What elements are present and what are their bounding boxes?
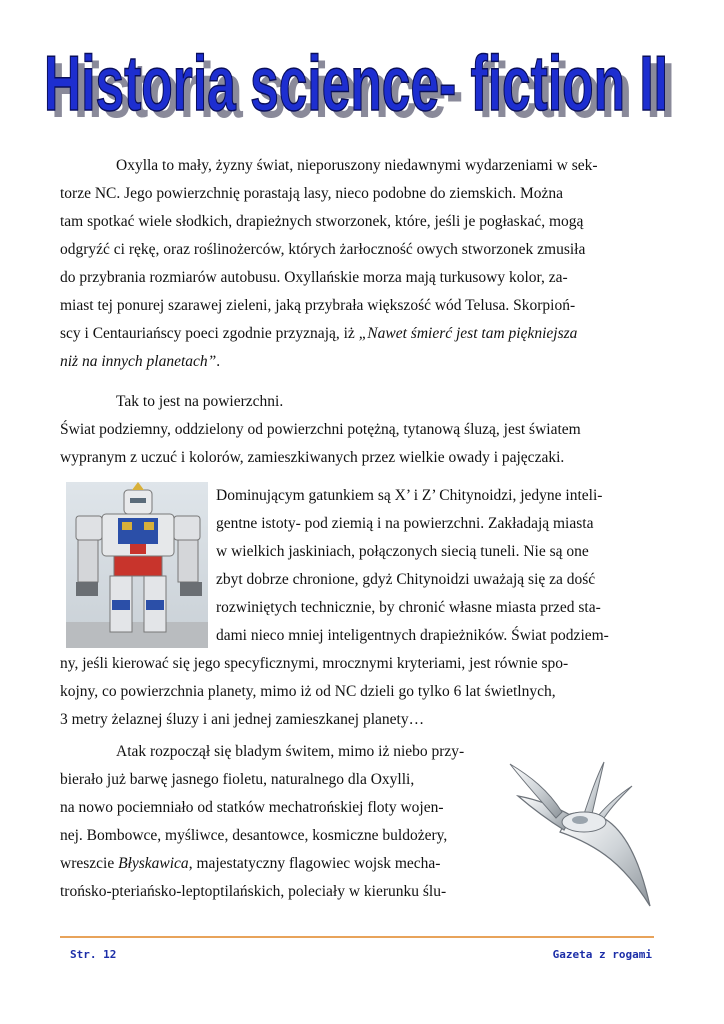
spaceship-icon	[500, 756, 662, 910]
quote-italic: „Nawet śmierć jest tam piękniejsza	[358, 325, 578, 342]
ship-image	[500, 756, 662, 910]
page-number: Str. 12	[70, 948, 117, 961]
text-line: w wielkich jaskiniach, połączonych siecią tuneli. Nie są one	[216, 543, 589, 560]
page-title	[36, 34, 676, 126]
title-text: Historia science- fiction II	[44, 39, 668, 126]
text-line: torze NC. Jego powierzchnię porastają lasy, nieco podobne do ziemskich. Można	[60, 185, 564, 202]
text-segment: wreszcie	[60, 855, 119, 872]
text-line: 3 metry żelaznej śluzy i ani jednej zamieszkanej planety…	[60, 711, 425, 728]
text-line: tam spotkać wiele słodkich, drapieżnych stworzonek, które, jeśli je pogłaskać, mogą	[60, 213, 584, 230]
text-line: Oxylla to mały, żyzny świat, nieporuszony niedawnymi wydarzeniami w sek-	[116, 157, 598, 174]
text-line: kojny, co powierzchnia planety, mimo iż od NC dzieli go tylko 6 lat świetlnych,	[60, 683, 556, 700]
text-line: ny, jeśli kierować się jego specyficznymi, mrocznymi kryteriami, jest równie spo-	[60, 655, 569, 672]
text-segment: scy i Centauriańscy poeci zgodnie przyznają, iż	[60, 325, 359, 342]
text-line: wypranym z uczuć i kolorów, zamieszkiwanych przez wielkie owady i pajęczaki.	[60, 449, 565, 466]
text-segment: , majestatyczny flagowiec wojsk mecha-	[188, 855, 441, 872]
footer-rule	[60, 936, 654, 938]
text-line: dami nieco mniej inteligentnych drapieżników. Świat podziem-	[216, 627, 609, 644]
ship-name-italic: Błyskawica	[118, 855, 189, 872]
robot-image	[66, 482, 208, 648]
text-line: gentne istoty- pod ziemią i na powierzchni. Zakładają miasta	[216, 515, 594, 532]
text-line: Dominującym gatunkiem są X’ i Z’ Chitynoidzi, jedyne inteli-	[216, 487, 603, 504]
text-line: zbyt dobrze chronione, gdyż Chitynoidzi uważają się za dość	[216, 571, 596, 588]
title-wordart	[36, 34, 676, 126]
text-line: na nowo pociemniało od statków mechatrońskiej floty wojen-	[60, 799, 444, 816]
text-line	[60, 850, 440, 878]
text-line: Świat podziemny, oddzielony od powierzchni potężną, tytanową śluzą, jest światem	[60, 421, 581, 438]
text-line: Atak rozpoczął się bladym świtem, mimo iż niebo przy-	[116, 743, 465, 760]
text-line: do przybrania rozmiarów autobusu. Oxyllańskie morza mają turkusowy kolor, za-	[60, 269, 568, 286]
title-shadow: Historia science- fiction II	[51, 46, 675, 126]
text-line: Tak to jest na powierzchni.	[116, 393, 284, 410]
text-segment: .	[216, 353, 221, 370]
quote-italic: niż na innych planetach”	[60, 353, 217, 370]
text-line: nej. Bombowce, myśliwce, desantowce, kosmiczne buldożery,	[60, 827, 448, 844]
text-line	[60, 348, 220, 376]
text-line	[60, 320, 577, 348]
text-line: trońsko-pteriańsko-leptoptilańskich, poleciały w kierunku ślu-	[60, 883, 447, 900]
text-line: odgryźć ci rękę, oraz roślinożerców, których żarłoczność owych stworzonek zmusiła	[60, 241, 586, 258]
text-line: bierało już barwę jasnego fioletu, naturalnego dla Oxylli,	[60, 771, 415, 788]
publication-name: Gazeta z rogami	[552, 948, 652, 961]
text-line: rozwiniętych technicznie, by chronić własne miasta przed sta-	[216, 599, 601, 616]
text-line: miast tej ponurej szarawej zieleni, jaką przybrała większość wód Telusa. Skorpioń-	[60, 297, 576, 314]
robot-icon	[66, 482, 208, 648]
